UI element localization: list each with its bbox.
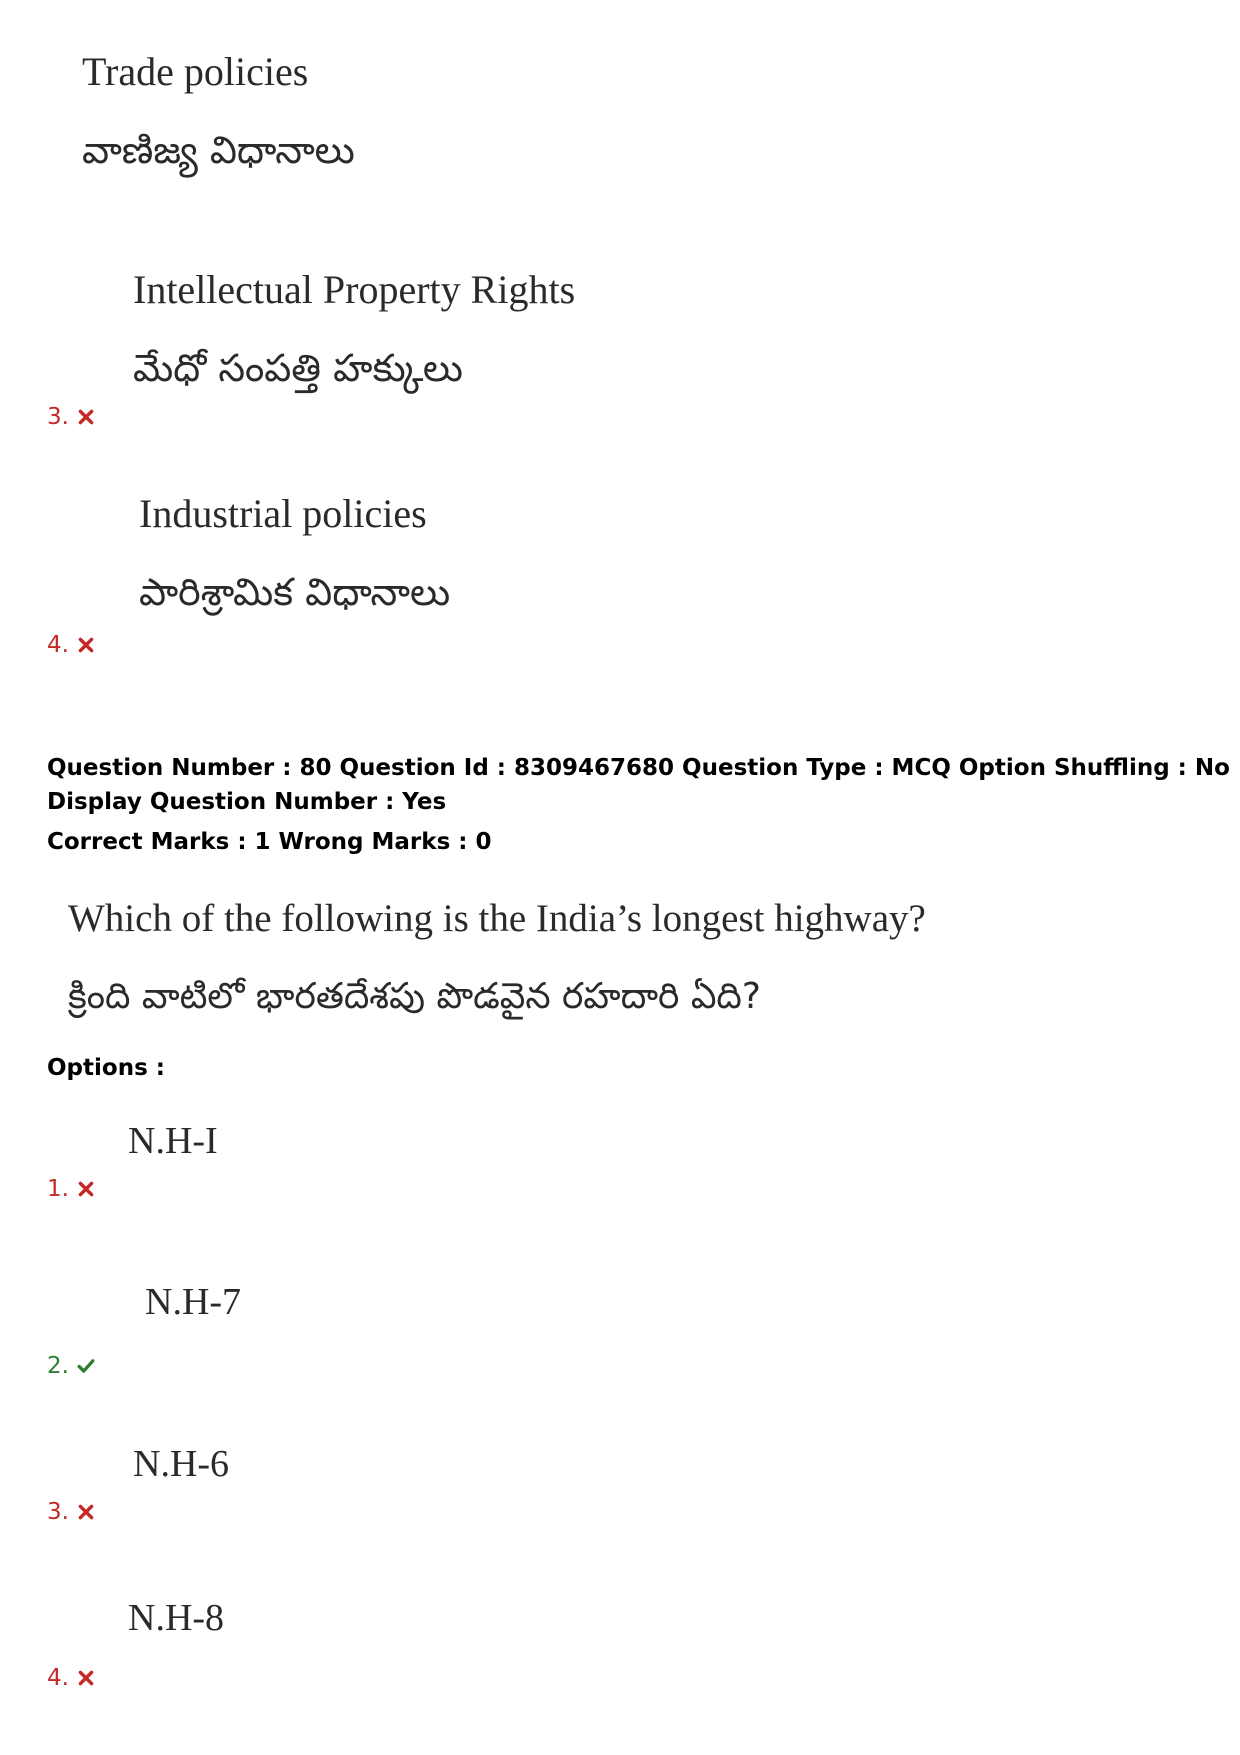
cross-icon (77, 1180, 95, 1198)
cross-icon (77, 408, 95, 426)
cross-icon (77, 1669, 95, 1687)
option-1-number: 1. (47, 1176, 69, 1202)
option-2-number: 2. (47, 1353, 69, 1379)
prev-option-3-telugu: మేధో సంపత్తి హక్కులు (133, 346, 463, 390)
option-4-number: 4. (47, 1665, 69, 1691)
question-meta-line1: Question Number : 80 Question Id : 8309467680 Question Type : MCQ Option Shuffling : No (47, 755, 1230, 781)
prev-option-3-english: Intellectual Property Rights (133, 267, 576, 312)
option-2-marker (47, 1353, 95, 1379)
prev-option-4-telugu: పారిశ్రామిక విధానాలు (139, 570, 451, 614)
option-3-marker (47, 1499, 95, 1525)
prev-option-3-marker (47, 404, 95, 430)
question-text-telugu: క్రింది వాటిలో భారతదేశపు పొడవైన రహదారి ఏది? (68, 976, 761, 1017)
option-3-number: 3. (47, 1499, 69, 1525)
cross-icon (77, 636, 95, 654)
question-marks: Correct Marks : 1 Wrong Marks : 0 (47, 829, 492, 855)
prev-option-2-english: Trade policies (82, 49, 309, 94)
prev-option-4-marker (47, 632, 95, 658)
option-4-marker (47, 1665, 95, 1691)
prev-option-2-telugu: వాణిజ్య విధానాలు (82, 128, 355, 172)
option-4-text: N.H-8 (128, 1597, 225, 1639)
option-2-text: N.H-7 (145, 1281, 242, 1323)
prev-option-4-number: 4. (47, 632, 69, 658)
cross-icon (77, 1503, 95, 1521)
options-label: Options : (47, 1055, 165, 1081)
prev-option-3-number: 3. (47, 404, 69, 430)
option-1-text: N.H-I (128, 1120, 218, 1162)
prev-option-4-english: Industrial policies (139, 491, 427, 536)
question-text-english: Which of the following is the India’s longest highway? (68, 897, 926, 940)
option-1-marker (47, 1176, 95, 1202)
question-meta-line2: Display Question Number : Yes (47, 789, 447, 815)
option-3-text: N.H-6 (133, 1443, 230, 1485)
check-icon (77, 1357, 95, 1375)
